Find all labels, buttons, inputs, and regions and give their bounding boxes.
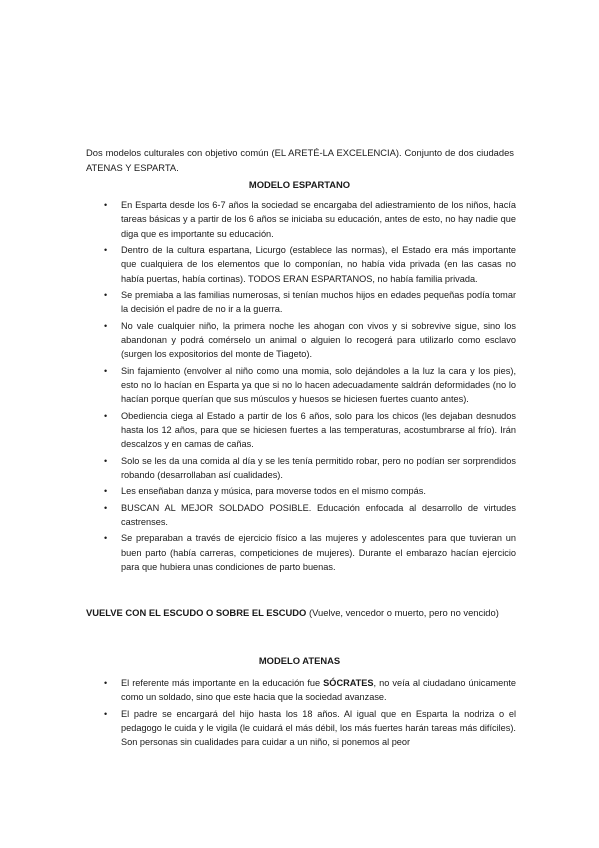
heading-modelo-espartano: MODELO ESPARTANO [248,179,351,190]
bullet-icon: • [104,678,108,688]
motto-bold: VUELVE CON EL ESCUDO O SOBRE EL ESCUDO [86,607,307,618]
list-item: • Sin fajamiento (envolver al niño como una momia, solo dejándoles a la luz la cara y los pies), esto no lo hacían en Esparta ya que si no lo hacen adecuadamente saldrán deformidades (no lo hacían porque querían que sus músculos y huesos se hiciesen fuertes cuanto antes). [104,365,516,405]
heading-modelo-atenas: MODELO ATENAS [258,655,341,666]
list-item: • Les enseñaban danza y música, para moverse todos en el mismo compás. [92,484,516,498]
bullet-icon: • [104,410,108,421]
bullet-icon: • [104,200,108,210]
bullet-icon: • [104,708,108,719]
motto-rest: (Vuelve, vencedor o muerto, pero no vencido) [306,607,499,618]
list-item: • BUSCAN AL MEJOR SOLDADO POSIBLE. Educación enfocada al desarrollo de virtudes castrenses. [104,502,516,527]
bullet-icon: • [104,289,108,300]
bullet-icon: • [104,533,108,544]
bullet-icon: • [104,320,108,331]
list-item: • En Esparta desde los 6-7 años la sociedad se encargaba del adiestramiento de los niños, hacía tareas básicas y a partir de los 6 años se iniciaba su educación, antes de esto, no hay nadie que diga que es importante su educación. [104,200,516,239]
bullet-icon: • [104,244,108,255]
motto-line [86,606,516,620]
bullet-icon: • [104,455,108,466]
list-item: • Dentro de la cultura espartana, Licurgo (establece las normas), el Estado era más importante que cualquiera de los elementos que lo componían, no había vida privada (en las casas no había puertas, había cortinas). TODOS ERAN ESPARTANOS, no había familia privada. [104,244,516,284]
list-item: • El referente más importante en la educación fue SÓCRATES, no veía al ciudadano únicamente como un soldado, sino que este hacia que la sociedad avanzase. [104,678,517,703]
esparta-list [92,198,516,576]
list-item: • No vale cualquier niño, la primera noche les ahogan con vivos y si sobrevive sigue, sino los abandonan y podrá comérselo un animal o alguien lo recogerá para utilizarlo como esclavo (surgen los expositorios del monte de Tiageto). [104,320,516,360]
list-item: • Obediencia ciega al Estado a partir de los 6 años, solo para los chicos (les dejaban desnudos hasta los 12 años, para que se hiciesen fuertes a las temperaturas, acostumbrarse al frío). Irán descalzos y en camas de cañas. [104,410,516,450]
list-item: • Solo se les da una comida al día y se les tenía permitido robar, pero no podían ser sorprendidos robando (desarrollaban así cualidades). [104,455,516,480]
list-item: • Se preparaban a través de ejercicio físico a las mujeres y adolescentes para que tuvieran un buen parto (había carreras, competiciones de mujeres). Durante el embarazo hacían ejercicio para que hubiera unas condiciones de parto buenas. [104,533,516,572]
bullet-icon: • [104,486,108,497]
bullet-icon: • [104,502,108,513]
atenas-list [92,676,516,752]
intro-paragraph: Dos modelos culturales con objetivo común (EL ARETÉ-LA EXCELENCIA). Conjunto de dos ciudades ATENAS Y ESPARTA. [86,147,514,173]
bullet-icon: • [104,365,108,376]
list-item: • Se premiaba a las familias numerosas, si tenían muchos hijos en edades pequeñas podía tomar la decisión el padre de no ir a la guerra. [104,289,516,315]
list-item: • El padre se encargará del hijo hasta los 18 años. Al igual que en Esparta la nodriza o el pedagogo le cuida y le vigila (le cuidará el más débil, los más fuertes harán tareas más difíciles). Son personas sin cualidades para cuidar a un niño, si ponemos al peor [104,708,516,748]
